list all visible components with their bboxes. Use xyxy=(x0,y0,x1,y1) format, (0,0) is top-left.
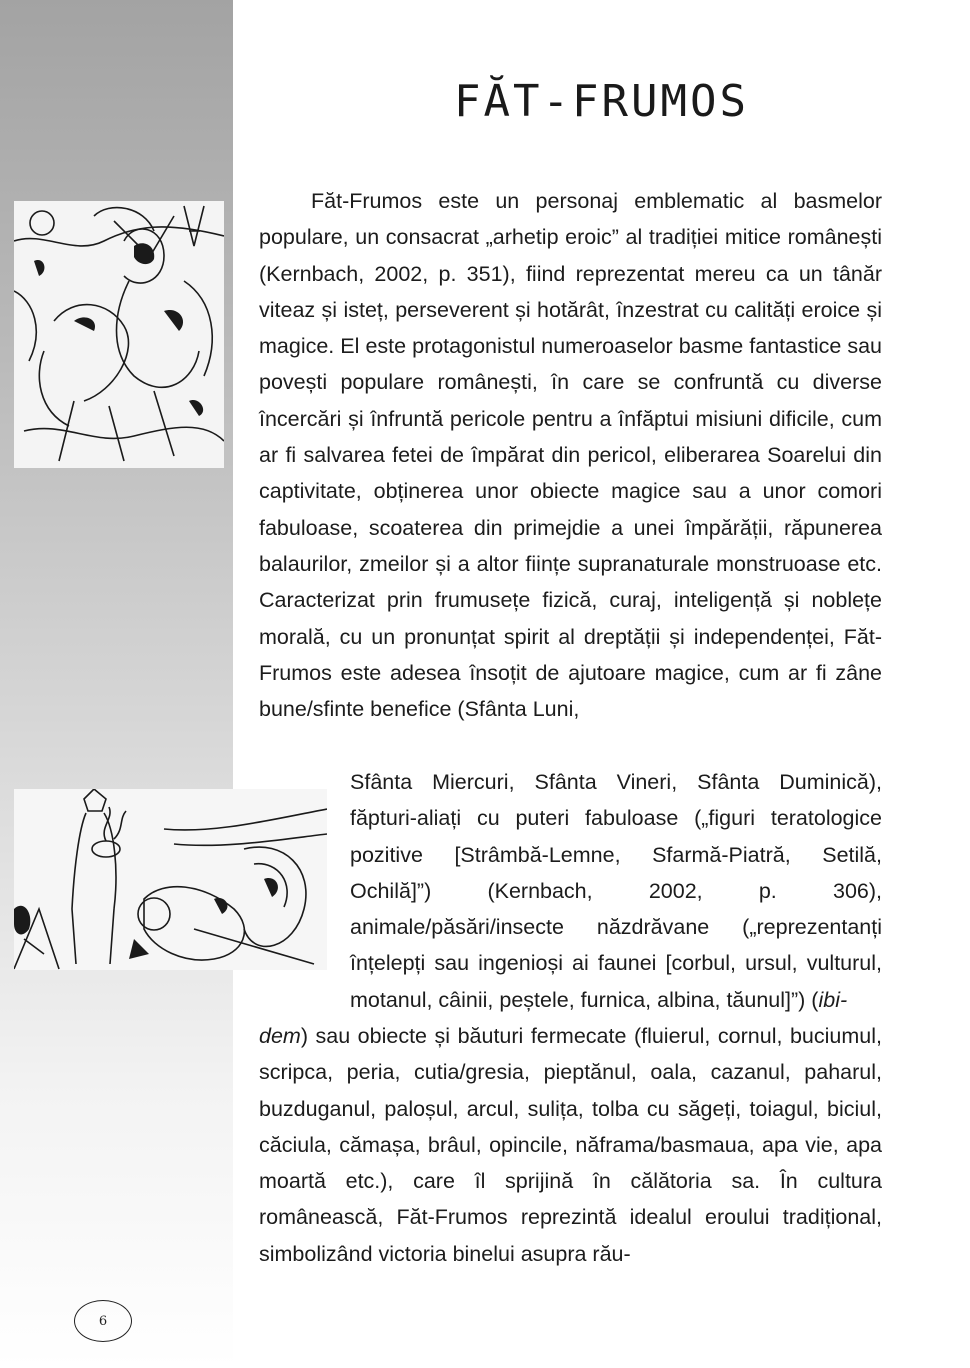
hero-riding-horse-drawing xyxy=(14,201,224,468)
hero-defeating-dragon-drawing xyxy=(14,789,327,970)
hero-defeating-dragon-illustration xyxy=(14,789,327,970)
paragraph-continuation-text: Sfânta Miercuri, Sfânta Vineri, Sfânta Duminică), făpturi-aliați cu puteri fabuloase („figuri teratologice pozitive [Strâmbă-Lemne, Sfarmă-Piatră, Setilă, Ochilă]”) (Kernbach, 2002, p. 306), animale/păsări/insecte năzdrăvane („reprezentanți înțelepți sau ingenioși ai faunei [corbul, ursul, vulturul, motanul, câinii, peștele, furnica, albina, tăunul]”) ( xyxy=(350,770,882,1012)
paragraph-intro: Făt-Frumos este un personaj emblematic al basmelor populare, un consacrat „arhetip eroic” al tradiției mitice românești (Kernbach, 2002, p. 351), fiind reprezentat mereu ca un tânăr viteaz și isteț, perseverent și hotărât, înzestrat cu calități eroice și magice. El este protagonistul numeroaselor basme fantastice sau povești populare românești, în care se confruntă cu diverse încercări și înfruntă pericole pentru a înfăptui misiuni dificile, cum ar fi salvarea fetei de împărat din pericol, eliberarea Soarelui din captivitate, obținerea unor obiecte magice sau a unor comori fabuloase, scoaterea din primejdie a unei împărății, răpunerea balaurilor, zmeilor și a altor ființe supranaturale monstruoase etc. Caracterizat prin frumusețe fizică, curaj, inteligență și noblețe morală, cu un pronunțat spirit al dreptății și independenței, Făt-Frumos este adesea însoțit de ajutoare magice, cum ar fi zâne bune/sfinte benefice (Sfânta Luni, xyxy=(259,189,882,722)
italic-dem: dem xyxy=(259,1024,301,1048)
page-number: 6 xyxy=(74,1300,132,1342)
paragraph-continuation xyxy=(350,764,882,1018)
paragraph-closing-text: ) sau obiecte și băuturi fermecate (fluierul, cornul, buciumul, scripca, peria, cutia/gresia, pieptănul, oala, cazanul, paharul, buzduganul, paloșul, arcul, sulița, tolba cu săgeți, toiagul, biciul, căciula, cămașa, brâul, opincile, năframa/basmaua, apa vie, apa moartă etc.), care îl sprijină în călătoria sa. În cultura românească, Făt-Frumos reprezintă idealul eroului tradițional, simbolizând victoria binelui asupra rău- xyxy=(259,1024,882,1266)
italic-ibi: ibi- xyxy=(818,987,848,1012)
page-title: FĂT-FRUMOS xyxy=(454,76,749,127)
paragraph-closing xyxy=(259,1018,882,1272)
hero-riding-horse-illustration xyxy=(14,201,224,468)
